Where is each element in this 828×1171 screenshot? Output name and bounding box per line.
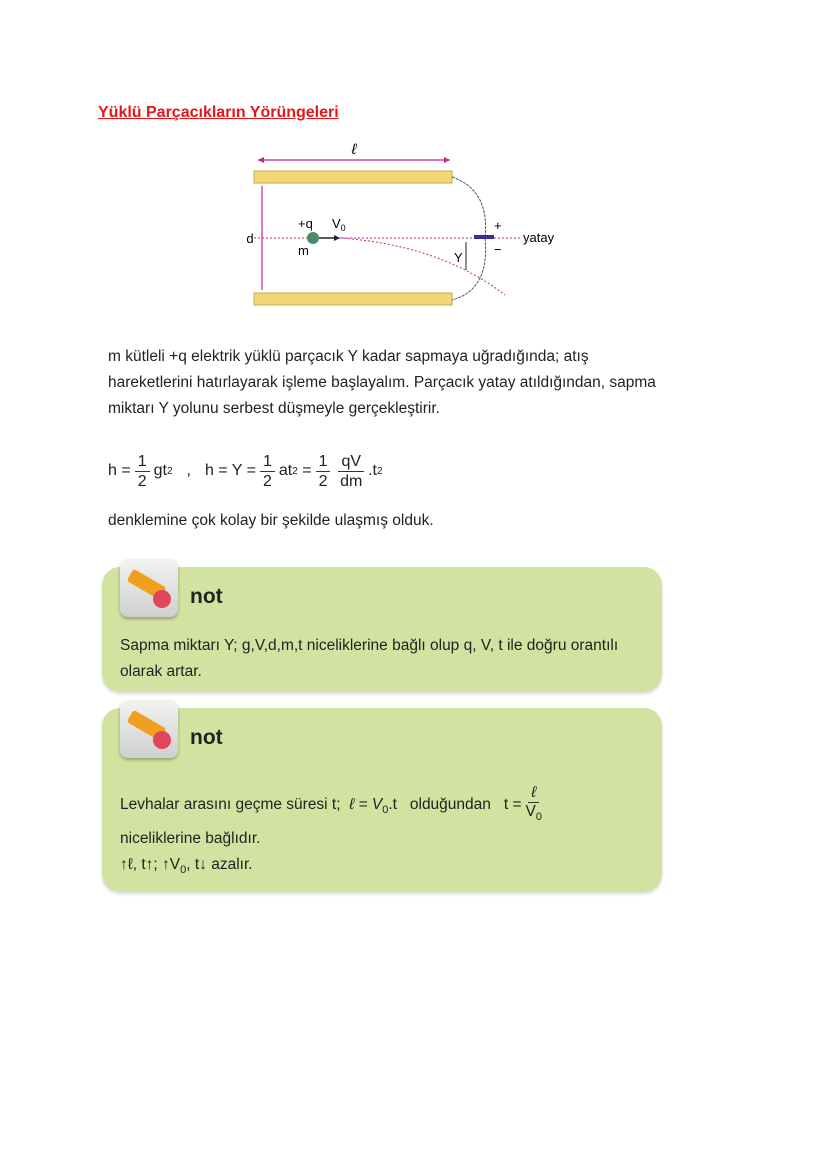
length-label: ℓ — [351, 141, 357, 158]
minus-sign: − — [494, 242, 502, 257]
pencil-icon — [120, 559, 178, 617]
deflection-formula: h = $\frac{1}{2}$ gt 2 , h = Y = $\frac{1}{2}$ at 2 = $\frac{1}{2}$ $\frac{qV}{dm}$ .t 2 — [108, 452, 383, 490]
conclusion-text: denklemine çok kolay bir şekilde ulaşmış olduk. — [108, 512, 434, 529]
capacitor-diagram — [240, 130, 570, 310]
battery — [474, 235, 494, 239]
note-text: Levhalar arasını geçme süresi t; ℓ = $V_0.t$ olduğundan t = ℓ $V_0$ niceliklerine bağlıdır. ↑ℓ, t↑; $↑V_0$, t↓ azalır. — [120, 784, 542, 877]
note-box — [102, 567, 662, 692]
note-box — [102, 708, 662, 892]
velocity-label: $V_0$ — [332, 216, 346, 233]
pencil-icon — [120, 700, 178, 758]
horizontal-label: yatay — [523, 230, 555, 245]
note-text: Sapma miktarı Y; g,V,d,m,t niceliklerine bağlı olup q, V, t ile doğru orantılı olarak artar. — [120, 637, 619, 680]
note-label: not — [190, 726, 223, 749]
distance-label: d — [246, 231, 254, 246]
page-title: Yüklü Parçacıkların Yörüngeleri — [98, 104, 339, 121]
note-label: not — [190, 585, 223, 608]
mass-label: m — [298, 243, 309, 258]
deflection-label: Y — [454, 250, 463, 265]
plus-sign: + — [494, 218, 502, 233]
charge-label: +q — [298, 216, 313, 231]
top-plate — [254, 171, 452, 183]
trajectory — [340, 238, 505, 295]
bottom-plate — [254, 293, 452, 305]
explanation-paragraph: m kütleli +q elektrik yüklü parçacık Y kadar sapmaya uğradığında; atış hareketlerini hatırlayarak işleme başlayalım. Parçacık yatay atıldığından, sapma miktarı Y yolunu serbest düşmeyle gerçekleştirir. — [108, 348, 656, 417]
